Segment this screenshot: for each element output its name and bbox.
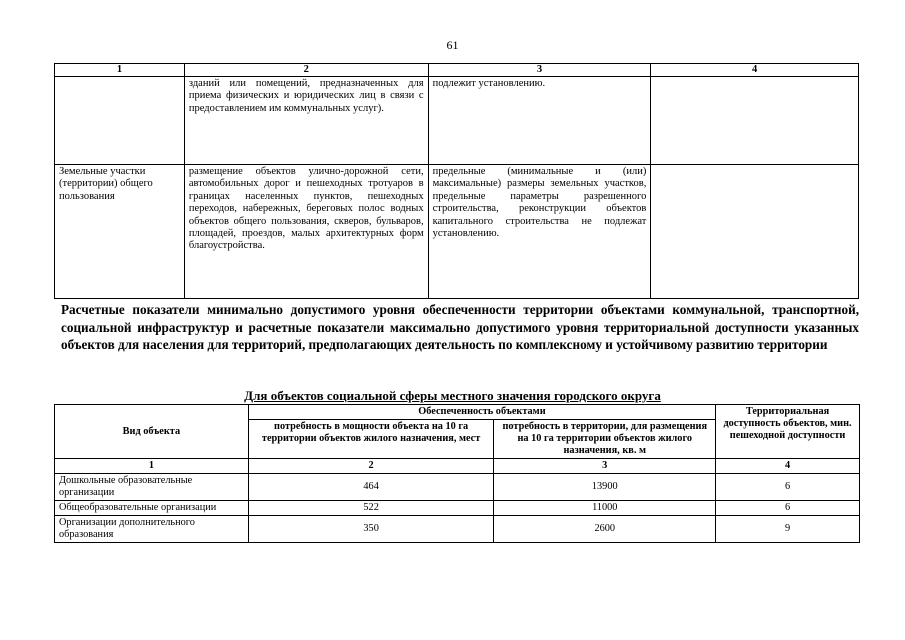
page-number: 61 <box>446 38 459 52</box>
object-name: Организации дополнительного образования <box>55 516 249 543</box>
table-title: Для объектов социальной сферы местного значения городского округа <box>244 388 661 403</box>
column-number: 4 <box>716 459 860 474</box>
territory-value: 11000 <box>494 501 716 516</box>
column-number: 4 <box>651 64 859 77</box>
table-cell: размещение объектов улично-дорожной сети, автомобильных дорог и пешеходных тротуаров в границах населенных пунктов, пешеходных переходов, набережных, береговых полос водных объектов общего пользования, скверов, бульваров, площадей, проездов, малых архитектурных форм благоустройства. <box>184 165 428 299</box>
capacity-value: 350 <box>248 516 494 543</box>
table-row <box>55 165 859 299</box>
table-cell <box>651 165 859 299</box>
column-header: Вид объекта <box>55 405 249 459</box>
territory-value: 13900 <box>494 474 716 501</box>
table-cell: предельные (минимальные и (или) максимальные) размеры земельных участков, предельные параметры разрешенного строительства, реконструкции объектов капитального строительства не подлежат установлению. <box>428 165 651 299</box>
column-number: 2 <box>184 64 428 77</box>
table-row <box>55 501 860 516</box>
column-number: 3 <box>428 64 651 77</box>
table-cell: подлежит установлению. <box>428 77 651 165</box>
column-header: Территориальная доступность объектов, мин. пешеходной доступности <box>716 405 860 459</box>
table-row <box>55 474 860 501</box>
column-number: 3 <box>494 459 716 474</box>
column-number: 2 <box>248 459 494 474</box>
capacity-value: 464 <box>248 474 494 501</box>
section-heading: Расчетные показатели минимально допустимого уровня обеспеченности территории объектами коммунальной, транспортной, социальной инфраструктур и расчетные показатели максимально допустимого уровня территориальной доступности указанных объектов для населения для территорий, предполагающих деятельность по комплексному и устойчивому развитию территории <box>61 302 859 352</box>
table-cell <box>55 77 185 165</box>
access-value: 9 <box>716 516 860 543</box>
territory-value: 2600 <box>494 516 716 543</box>
object-name: Дошкольные образовательные организации <box>55 474 249 501</box>
social-facilities-table <box>54 404 860 543</box>
table-number-row <box>55 459 860 474</box>
column-number: 1 <box>55 64 185 77</box>
table-cell <box>651 77 859 165</box>
table-header-row <box>55 64 859 77</box>
table-cell: Земельные участки (территории) общего пользования <box>55 165 185 299</box>
column-number: 1 <box>55 459 249 474</box>
land-use-table <box>54 63 859 299</box>
column-header: потребность в территории, для размещения на 10 га территории объектов жилого назначения, кв. м <box>494 420 716 459</box>
access-value: 6 <box>716 501 860 516</box>
table-cell: зданий или помещений, предназначенных для приема физических и юридических лиц в связи с предоставлением им коммунальных услуг). <box>184 77 428 165</box>
capacity-value: 522 <box>248 501 494 516</box>
table-row <box>55 77 859 165</box>
column-group-header: Обеспеченность объектами <box>248 405 715 420</box>
table-row <box>55 516 860 543</box>
column-header: потребность в мощности объекта на 10 га территории объектов жилого назначения, мест <box>248 420 494 459</box>
access-value: 6 <box>716 474 860 501</box>
object-name: Общеобразовательные организации <box>55 501 249 516</box>
table-header-row <box>55 405 860 420</box>
